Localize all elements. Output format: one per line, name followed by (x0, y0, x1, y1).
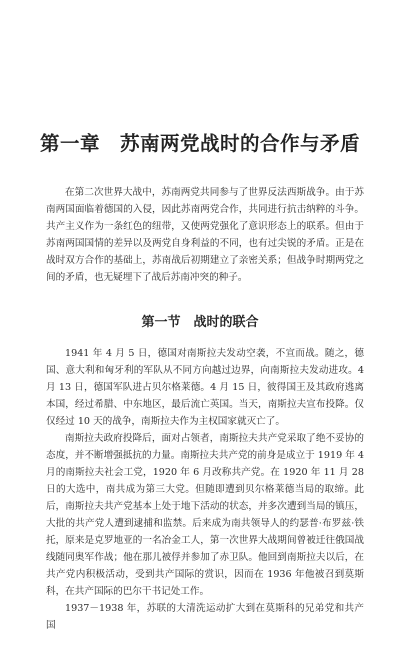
section-paragraph-2: 南斯拉夫政府投降后，面对占领者，南斯拉夫共产党采取了绝不妥协的态度，并不断增强抵抗的力量。南斯拉夫共产党的前身是成立于 1919 年 4 月的南斯拉夫社会工党，1920 年 6 月改称共产党。在 1920 年 11 月 28 日的大选中，南共成为第三大党。但随即遭到贝尔格莱德当局的取缔。此后，南斯拉夫共产党基本上处于地下活动的状态，并多次遭到当局的镇压，大批的共产党人遭到逮捕和监禁。后来成为南共领导人的约瑟普·布罗兹·铁托，原来是克罗地亚的一名冶金工人，第一次世界大战期间曾被迁往俄国战线随同奥军作战；他在那儿被俘并参加了赤卫队。他回到南斯拉夫以后，在共产党内积极活动，受到共产国际的赏识，因而在 1936 年他被召到莫斯科，在共产国际的巴尔干书记处工作。 (46, 433, 364, 597)
section-body (46, 345, 364, 634)
section-paragraph-3: 1937－1938 年，苏联的大清洗运动扩大到在莫斯科的兄弟党和共产国 (46, 603, 364, 631)
intro-text (46, 184, 364, 286)
chapter-title: 第一章 苏南两党战时的合作与矛盾 (39, 132, 360, 155)
section-paragraph-1: 1941 年 4 月 5 日，德国对南斯拉夫发动空袭，不宣而战。随之，德国、意大利和匈牙利的军队从不同方向越过边界，向南斯拉夫发动进攻。4 月 13 日，德国军队进占贝尔格莱德。4 月 15 日，彼得国王及其政府逃离本国，经过希腊、中东地区，最后流亡英国。当天，南斯拉夫宣布投降。仅仅经过 10 天的战争，南斯拉夫作为主权国家就灭亡了。 (46, 348, 364, 427)
section-title: 第一节 战时的联合 (141, 315, 259, 330)
intro-paragraph: 在第二次世界大战中，苏南两党共同参与了世界反法西斯战争。由于苏南两国面临着德国的入侵，因此苏南两党合作，共同进行抗击纳粹的斗争。共产主义作为一条红色的纽带，又使两党强化了意识形态上的联系。但由于苏南两国国情的差异以及两党自身利益的不同，也有过尖锐的矛盾。正是在战时双方合作的基础上，苏南战后初期建立了亲密关系；但战争时期两党之间的矛盾，也无疑埋下了战后苏南冲突的种子。 (46, 187, 364, 283)
